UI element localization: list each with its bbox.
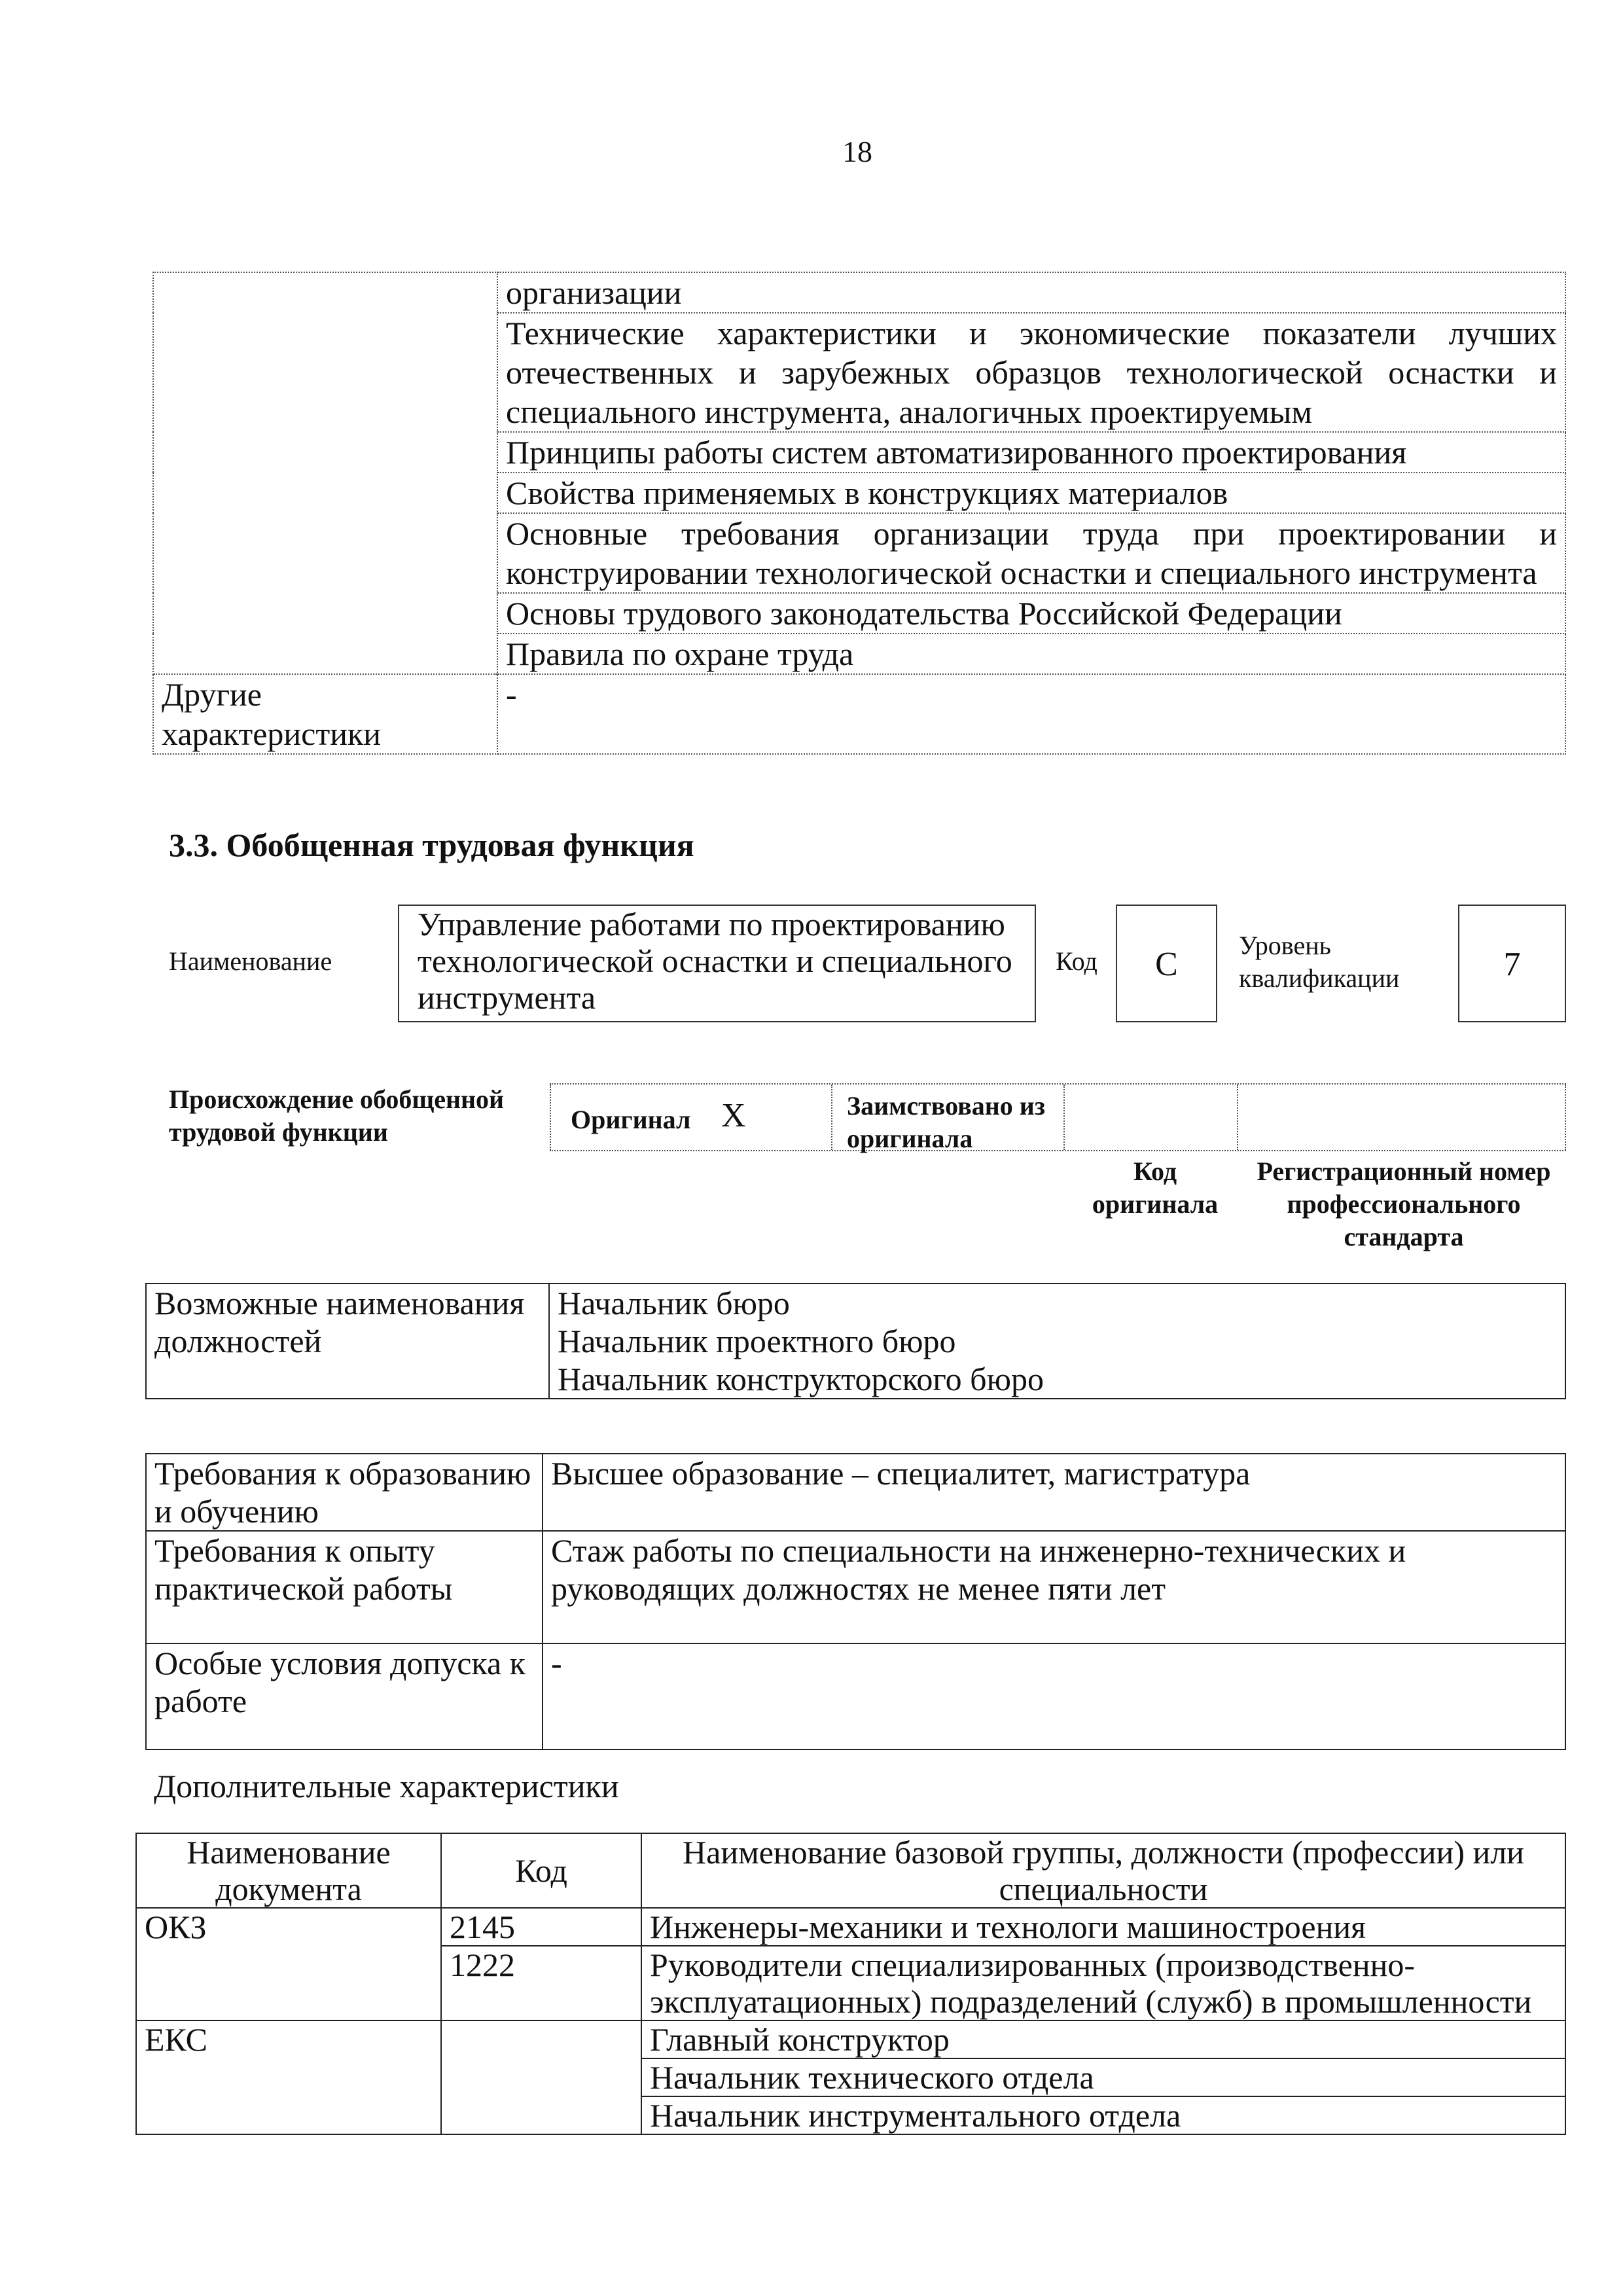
header-code: Код xyxy=(441,1833,641,1908)
requirement-value: Высшее образование – специалитет, магистратура xyxy=(543,1454,1565,1531)
row-code xyxy=(441,2058,641,2096)
knowledge-item: Свойства применяемых в конструкциях материалов xyxy=(497,473,1565,513)
row-code: 1222 xyxy=(441,1946,641,2020)
requirement-label: Требования к опыту практической работы xyxy=(146,1531,543,1643)
position-item: Начальник бюро xyxy=(558,1285,790,1321)
origin-row xyxy=(550,1083,1566,1151)
row-name: Начальник инструментального отдела xyxy=(641,2096,1565,2134)
qualification-level-label: Уровень квалификации xyxy=(1239,931,1400,993)
knowledge-item: Основы трудового законодательства Российской Федерации xyxy=(497,593,1565,634)
requirement-value: Стаж работы по специальности на инженерно-технических и руководящих должностях не менее пяти лет xyxy=(543,1531,1565,1643)
position-item: Начальник конструкторского бюро xyxy=(558,1361,1044,1397)
requirement-label: Особые условия допуска к работе xyxy=(146,1643,543,1749)
row-document: ОКЗ xyxy=(136,1908,441,1946)
knowledge-item: Правила по охране труда xyxy=(497,634,1565,674)
row-name: Инженеры-механики и технологи машиностроения xyxy=(641,1908,1565,1946)
header-name: Наименование базовой группы, должности (профессии) или специальности xyxy=(641,1833,1565,1908)
row-name: Главный конструктор xyxy=(641,2020,1565,2058)
page-number: 18 xyxy=(842,135,872,168)
function-name-value: Управление работами по проектированию технологической оснастки и специального инструмента xyxy=(398,905,1036,1022)
knowledge-item: организации xyxy=(497,272,1565,313)
function-code-label: Код xyxy=(1056,946,1097,976)
row-document: ЕКС xyxy=(136,2020,441,2058)
row-code xyxy=(441,2096,641,2134)
positions-table xyxy=(145,1283,1566,1399)
function-code-value: C xyxy=(1116,905,1217,1022)
knowledge-label-cell xyxy=(153,272,497,674)
origin-code-caption: Код оригинала xyxy=(1092,1157,1219,1219)
qualification-level-value: 7 xyxy=(1458,905,1566,1022)
origin-borrowed-cell xyxy=(831,1085,1063,1153)
row-name: Руководители специализированных (производственно-эксплуатационных) подразделений (служб) в промышленности xyxy=(641,1946,1565,2020)
origin-original-label: Оригинал xyxy=(571,1105,691,1134)
origin-original-mark: X xyxy=(721,1097,746,1134)
additional-title: Дополнительные характеристики xyxy=(154,1768,619,1804)
origin-reg-cell xyxy=(1237,1085,1566,1150)
additional-table xyxy=(135,1833,1566,2135)
knowledge-item: Технические характеристики и экономические показатели лучших отечественных и зарубежных образцов технологической оснастки и специального инструмента, аналогичных проектируемым xyxy=(497,313,1565,432)
row-name: Начальник технического отдела xyxy=(641,2058,1565,2096)
position-item: Начальник проектного бюро xyxy=(558,1323,956,1359)
knowledge-item: Принципы работы систем автоматизированного проектирования xyxy=(497,432,1565,473)
other-characteristics-label: Другие характеристики xyxy=(153,674,497,754)
requirement-value: - xyxy=(543,1643,1565,1749)
row-document xyxy=(136,2096,441,2134)
knowledge-item: Основные требования организации труда при проектировании и конструировании технологической оснастки и специального инструмента xyxy=(497,513,1565,593)
positions-label: Возможные наименования должностей xyxy=(146,1283,549,1399)
header-document: Наименование документа xyxy=(136,1833,441,1908)
function-name-label: Наименование xyxy=(169,946,332,976)
origin-code-cell xyxy=(1063,1085,1237,1150)
requirements-table xyxy=(145,1453,1566,1750)
row-code xyxy=(441,2020,641,2058)
origin-borrowed-label: Заимствовано из оригинала xyxy=(847,1091,1045,1153)
row-code: 2145 xyxy=(441,1908,641,1946)
row-document xyxy=(136,2058,441,2096)
positions-list xyxy=(549,1283,1565,1399)
other-characteristics-value: - xyxy=(497,674,1565,754)
origin-original-cell xyxy=(550,1085,831,1150)
requirement-label: Требования к образованию и обучению xyxy=(146,1454,543,1531)
row-document xyxy=(136,1946,441,2020)
knowledge-table-continuation xyxy=(152,272,1566,755)
origin-reg-caption: Регистрационный номер профессионального стандарта xyxy=(1257,1157,1551,1251)
origin-label: Происхождение обобщенной трудовой функции xyxy=(169,1085,505,1147)
section-heading: 3.3. Обобщенная трудовая функция xyxy=(169,827,694,863)
